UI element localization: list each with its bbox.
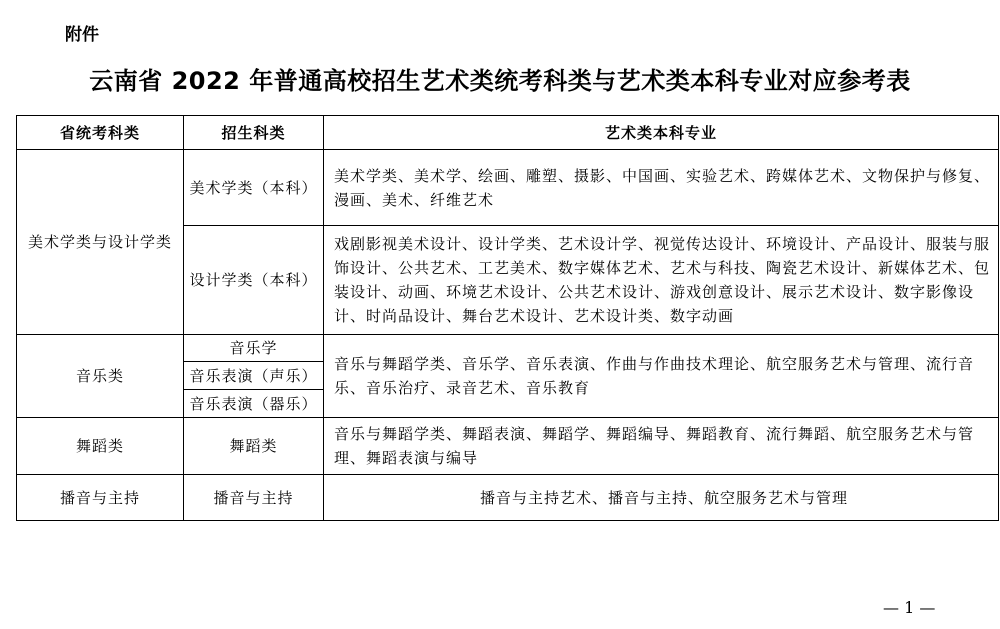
exam-category-cell: 舞蹈类	[17, 418, 184, 475]
admission-category-cell: 音乐表演（器乐）	[184, 390, 324, 418]
reference-table	[16, 115, 999, 521]
majors-cell: 音乐与舞蹈学类、音乐学、音乐表演、作曲与作曲技术理论、航空服务艺术与管理、流行音乐、音乐治疗、录音艺术、音乐教育	[324, 335, 999, 418]
majors-cell: 音乐与舞蹈学类、舞蹈表演、舞蹈学、舞蹈编导、舞蹈教育、流行舞蹈、航空服务艺术与管理、舞蹈表演与编导	[324, 418, 999, 475]
admission-category-cell: 音乐表演（声乐）	[184, 362, 324, 390]
header-admission-category: 招生科类	[184, 116, 324, 150]
table-row	[17, 150, 999, 226]
exam-category-cell: 音乐类	[17, 335, 184, 418]
header-exam-category: 省统考科类	[17, 116, 184, 150]
majors-cell: 播音与主持艺术、播音与主持、航空服务艺术与管理	[324, 475, 999, 521]
admission-category-cell: 美术学类（本科）	[184, 150, 324, 226]
table-row	[17, 418, 999, 475]
table-row	[17, 335, 999, 362]
exam-category-cell: 播音与主持	[17, 475, 184, 521]
admission-category-cell: 舞蹈类	[184, 418, 324, 475]
admission-category-cell: 设计学类（本科）	[184, 226, 324, 335]
exam-category-cell: 美术学类与设计学类	[17, 150, 184, 335]
majors-cell: 美术学类、美术学、绘画、雕塑、摄影、中国画、实验艺术、跨媒体艺术、文物保护与修复、漫画、美术、纤维艺术	[324, 150, 999, 226]
table-row	[17, 475, 999, 521]
majors-cell: 戏剧影视美术设计、设计学类、艺术设计学、视觉传达设计、环境设计、产品设计、服装与服饰设计、公共艺术、工艺美术、数字媒体艺术、艺术与科技、陶瓷艺术设计、新媒体艺术、包装设计、动画、环境艺术设计、公共艺术设计、游戏创意设计、展示艺术设计、数字影像设计、时尚品设计、舞台艺术设计、艺术设计类、数字动画	[324, 226, 999, 335]
header-row	[17, 116, 999, 150]
attachment-label: 附件	[65, 25, 99, 45]
header-art-majors: 艺术类本科专业	[324, 116, 999, 150]
admission-category-cell: 播音与主持	[184, 475, 324, 521]
page-number: — 1 —	[883, 598, 936, 617]
document-title: 云南省 2022 年普通高校招生艺术类统考科类与艺术类本科专业对应参考表	[89, 67, 911, 95]
admission-category-cell: 音乐学	[184, 335, 324, 362]
